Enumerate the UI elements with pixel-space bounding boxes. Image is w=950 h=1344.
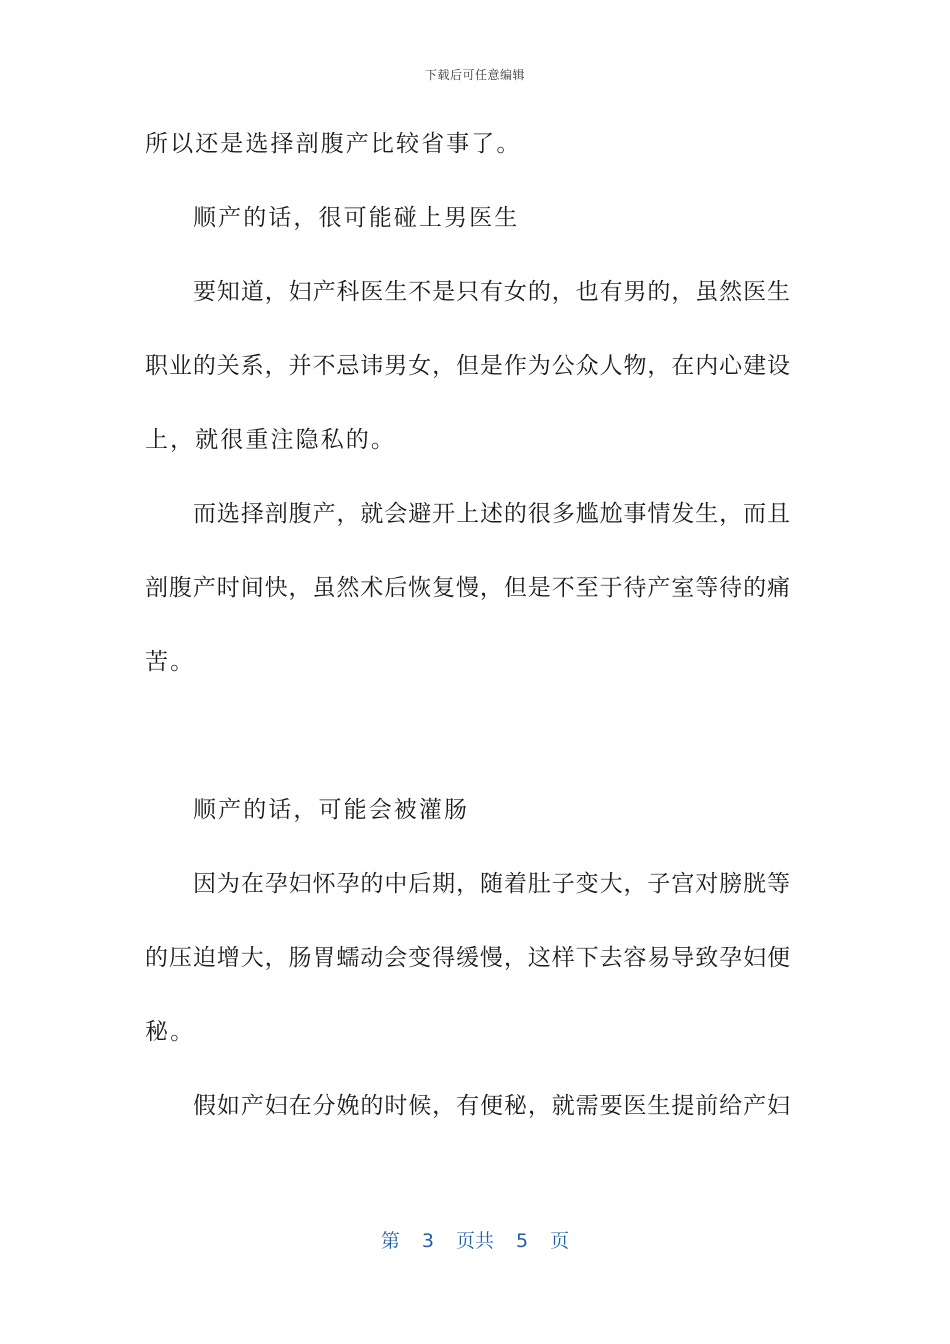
paragraph-gap xyxy=(145,710,790,784)
page-footer xyxy=(0,1226,950,1253)
section-heading: 顺产的话，很可能碰上男医生 xyxy=(193,205,520,231)
total-pages-number: 5 xyxy=(516,1230,529,1252)
document-body xyxy=(145,118,790,1154)
paragraph-line: 秘。 xyxy=(145,1019,196,1045)
section-heading: 顺产的话，可能会被灌肠 xyxy=(193,797,470,823)
paragraph-line: 而选择剖腹产，就会避开上述的很多尴尬事情发生，而且 xyxy=(193,501,790,527)
paragraph-line: 职业的关系，并不忌讳男女，但是作为公众人物，在内心建设 xyxy=(145,353,790,379)
paragraph-line: 假如产妇在分娩的时候，有便秘，就需要医生提前给产妇 xyxy=(193,1093,790,1119)
footer-middle: 页共 xyxy=(455,1230,494,1252)
paragraph-line: 剖腹产时间快，虽然术后恢复慢，但是不至于待产室等待的痛 xyxy=(145,575,790,601)
paragraph-line: 上，就很重注隐私的。 xyxy=(145,427,396,453)
paragraph-line: 所以还是选择剖腹产比较省事了。 xyxy=(145,131,522,157)
paragraph-line: 的压迫增大，肠胃蠕动会变得缓慢，这样下去容易导致孕妇便 xyxy=(145,945,790,971)
current-page-number: 3 xyxy=(421,1230,434,1252)
paragraph-line: 因为在孕妇怀孕的中后期，随着肚子变大，子宫对膀胱等 xyxy=(193,871,790,897)
page-header: 下载后可任意编辑 xyxy=(424,68,525,82)
footer-prefix: 第 xyxy=(380,1230,400,1252)
paragraph-line: 苦。 xyxy=(145,649,196,675)
footer-suffix: 页 xyxy=(550,1230,570,1252)
paragraph-line: 要知道，妇产科医生不是只有女的，也有男的，虽然医生 xyxy=(193,279,790,305)
